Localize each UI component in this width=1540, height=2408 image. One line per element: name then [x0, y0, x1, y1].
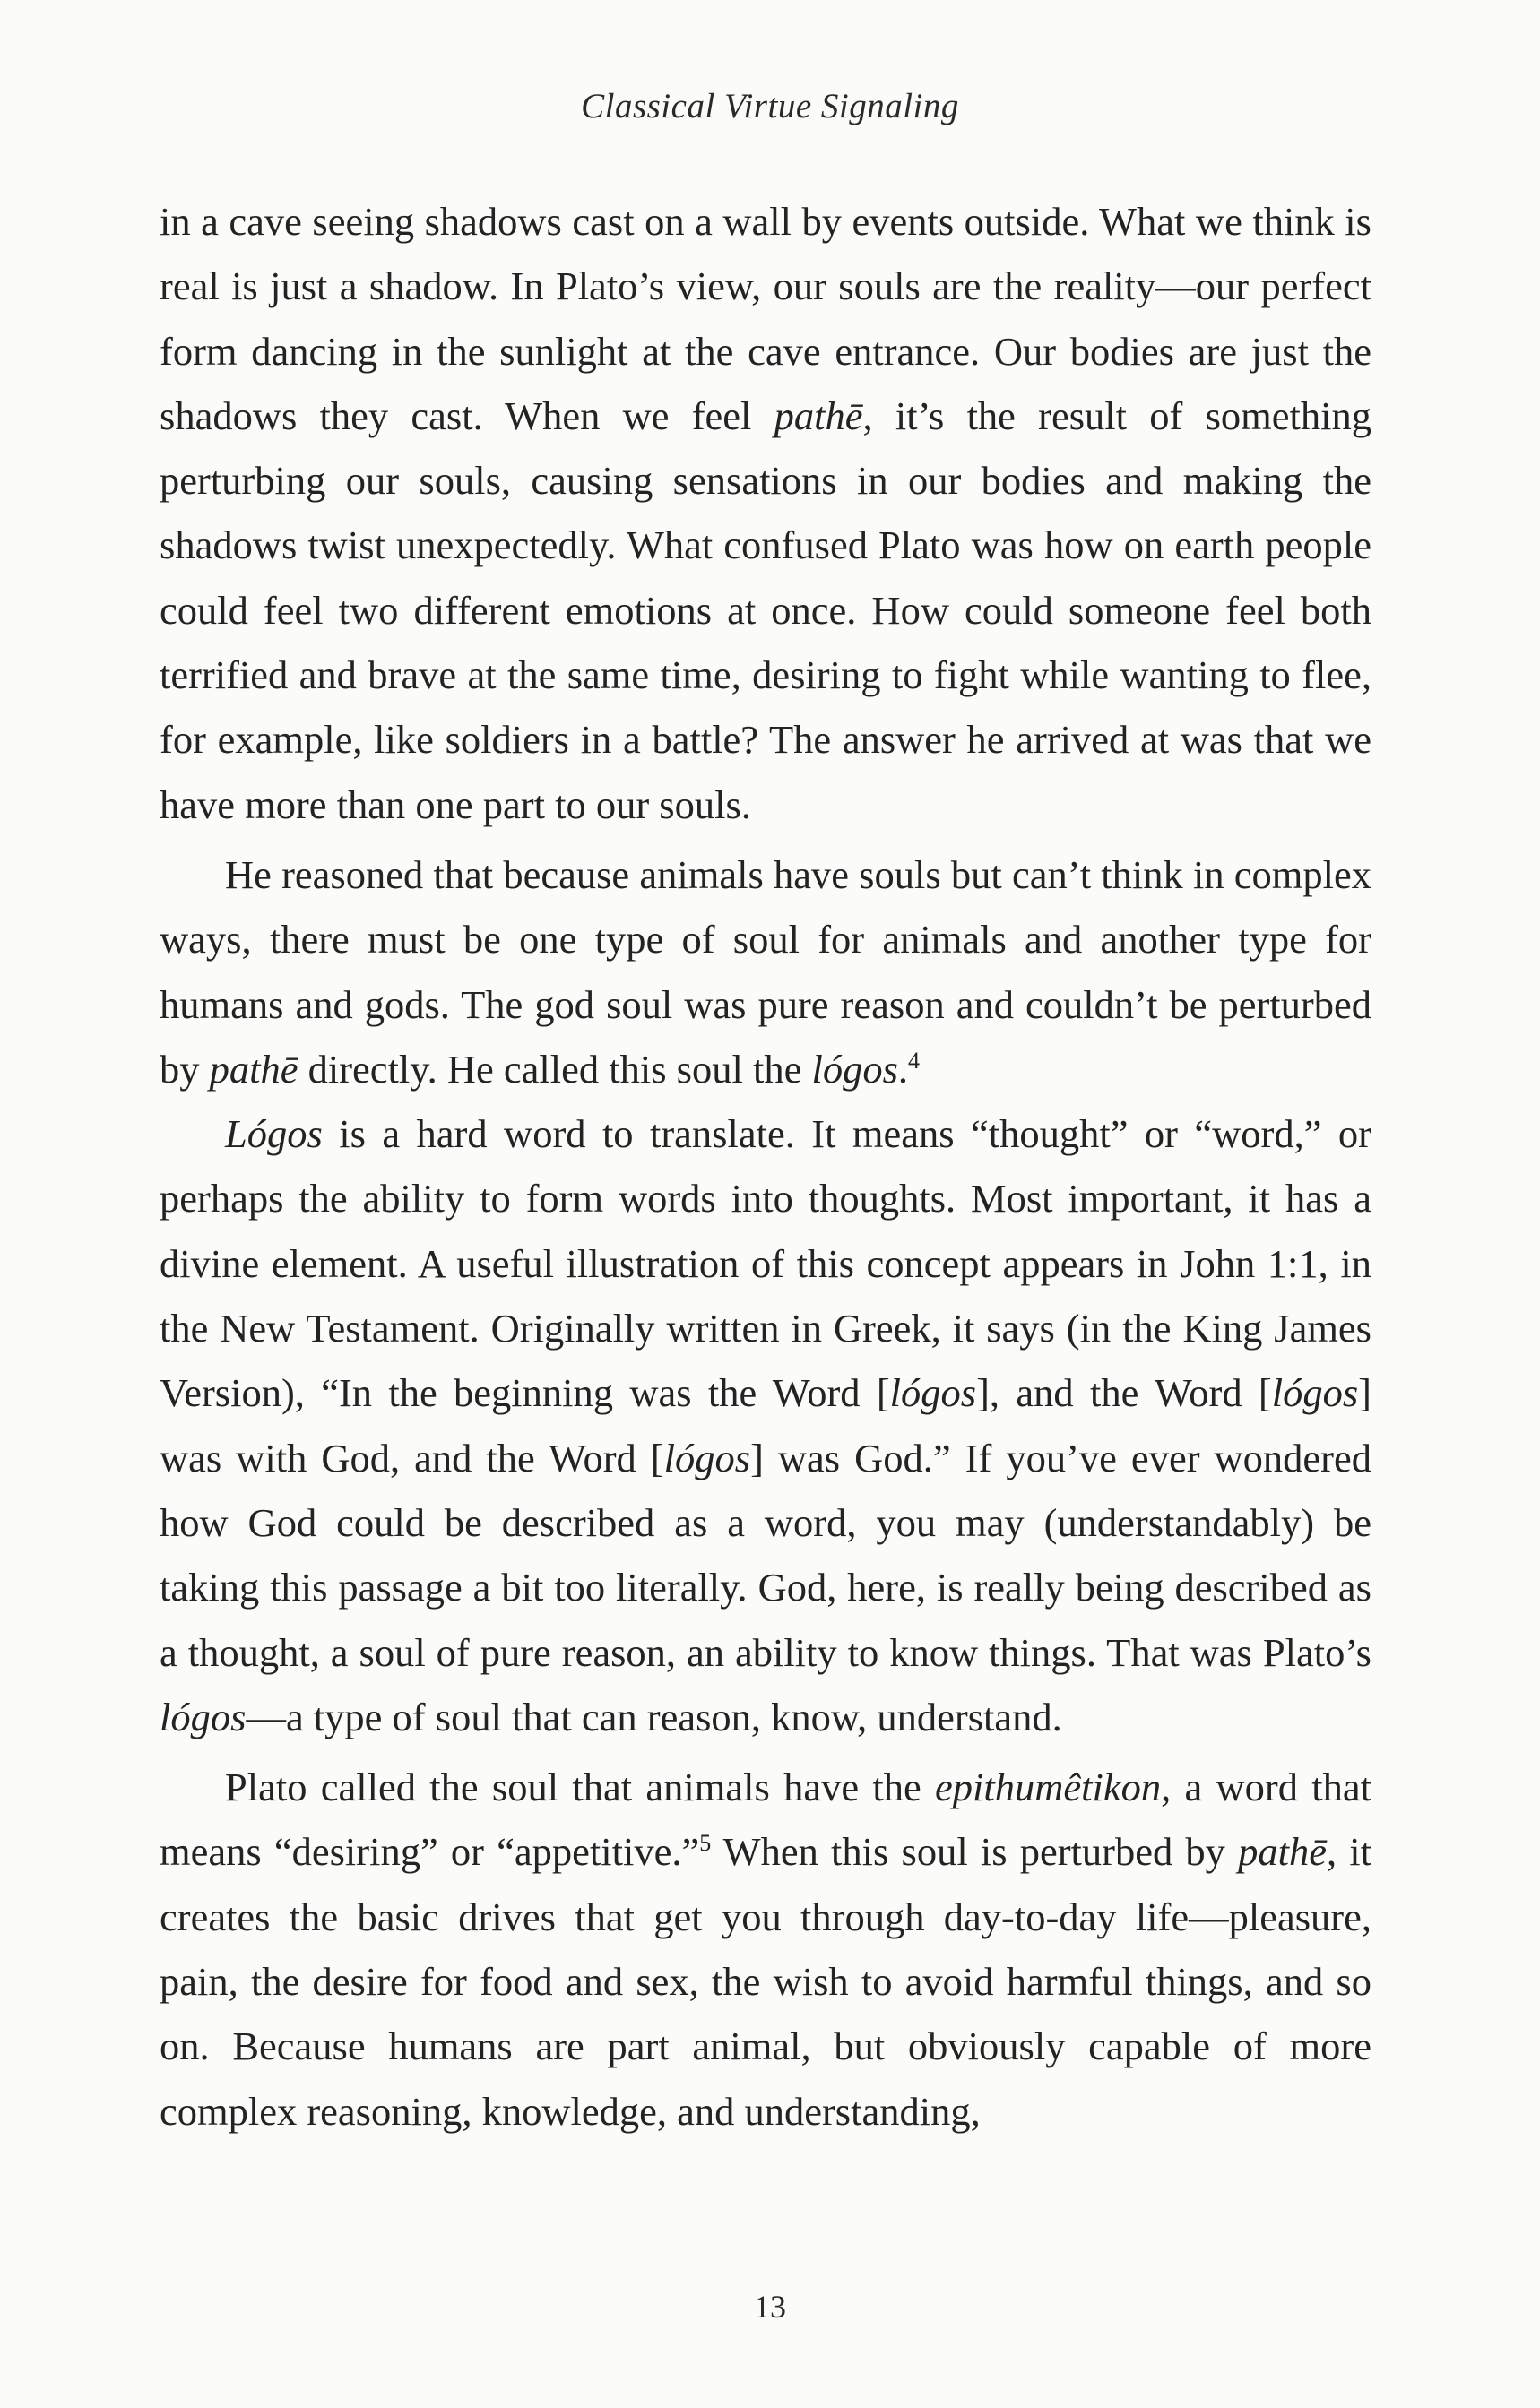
greek-term: epithumêtikon — [935, 1765, 1162, 1810]
text-run: is a hard word to translate. It means “thought” or “word,” or perhaps the ability to form words into thoughts. Most important, it has a divine element. A useful illustration of this concept appears in John 1:1, in the New Testament. Originally written in Greek, it says (in the King James Version), “In the beginning was the Word [ — [160, 1111, 1371, 1416]
greek-term: lógos — [889, 1370, 977, 1416]
greek-term: lógos — [663, 1435, 751, 1480]
greek-term: lógos — [811, 1046, 898, 1092]
greek-term: pathē — [774, 393, 863, 438]
text-run: ] was God.” If you’ve ever wondered how God could be described as a word, you may (understandably) be taking this passage a bit too literally. God, here, is really being described as a thought, a soul of pure reason, an ability to know things. That was Plato’s — [160, 1435, 1371, 1675]
paragraph-4 — [160, 1755, 1371, 2144]
text-run: When this soul is perturbed by — [711, 1829, 1239, 1875]
footnote-marker: 4 — [908, 1048, 921, 1075]
text-run: Plato called the soul that animals have the — [225, 1765, 935, 1810]
text-run: , it creates the basic drives that get you through day-to-day life—pleasure, pain, the desire for food and sex, the wish to avoid harmful things, and so on. Because humans are part animal, but obviously capable of more complex reasoning, knowledge, and understanding, — [160, 1829, 1371, 2134]
text-run: ], and the Word [ — [976, 1370, 1272, 1416]
paragraph-2 — [160, 842, 1371, 1101]
text-run: He reasoned that because animals have souls but can’t think in complex ways, there must be one type of soul for animals and another type for humans and gods. The god soul was pure reason and couldn’t be perturbed by — [160, 851, 1371, 1092]
running-head: Classical Virtue Signaling — [581, 87, 959, 125]
greek-term: lógos — [160, 1694, 247, 1739]
text-run: —a type of soul that can reason, know, understand. — [246, 1694, 1062, 1739]
body-text — [160, 189, 1371, 2144]
footnote-marker: 5 — [699, 1830, 712, 1857]
greek-term: Lógos — [225, 1111, 323, 1157]
paragraph-3 — [160, 1101, 1371, 1749]
text-run: ] was with God, and the Word [ — [160, 1370, 1371, 1480]
greek-term: pathē — [209, 1046, 298, 1092]
text-run: , a word that means “desiring” or “appetitive.” — [160, 1765, 1372, 1875]
greek-term: lógos — [1271, 1370, 1359, 1416]
text-run: . — [897, 1046, 909, 1092]
text-run: , it’s the result of something perturbing our souls, causing sensations in our bodies and making the shadows twist unexpectedly. What confused Plato was how on earth people could feel two different emotions at once. How could someone feel both terrified and brave at the same time, desiring to fight while wanting to flee, for example, like soldiers in a battle? The answer he arrived at was that we have more than one part to our souls. — [160, 393, 1371, 827]
text-run: directly. He called this soul the — [298, 1046, 812, 1092]
text-run: in a cave seeing shadows cast on a wall by events outside. What we think is real is just a shadow. In Plato’s view, our souls are the reality—our perfect form dancing in the sunlight at the cave entrance. Our bodies are just the shadows they cast. When we feel — [160, 199, 1371, 438]
greek-term: pathē — [1238, 1829, 1327, 1875]
paragraph-1 — [160, 189, 1371, 837]
page-number: 13 — [754, 2289, 786, 2325]
